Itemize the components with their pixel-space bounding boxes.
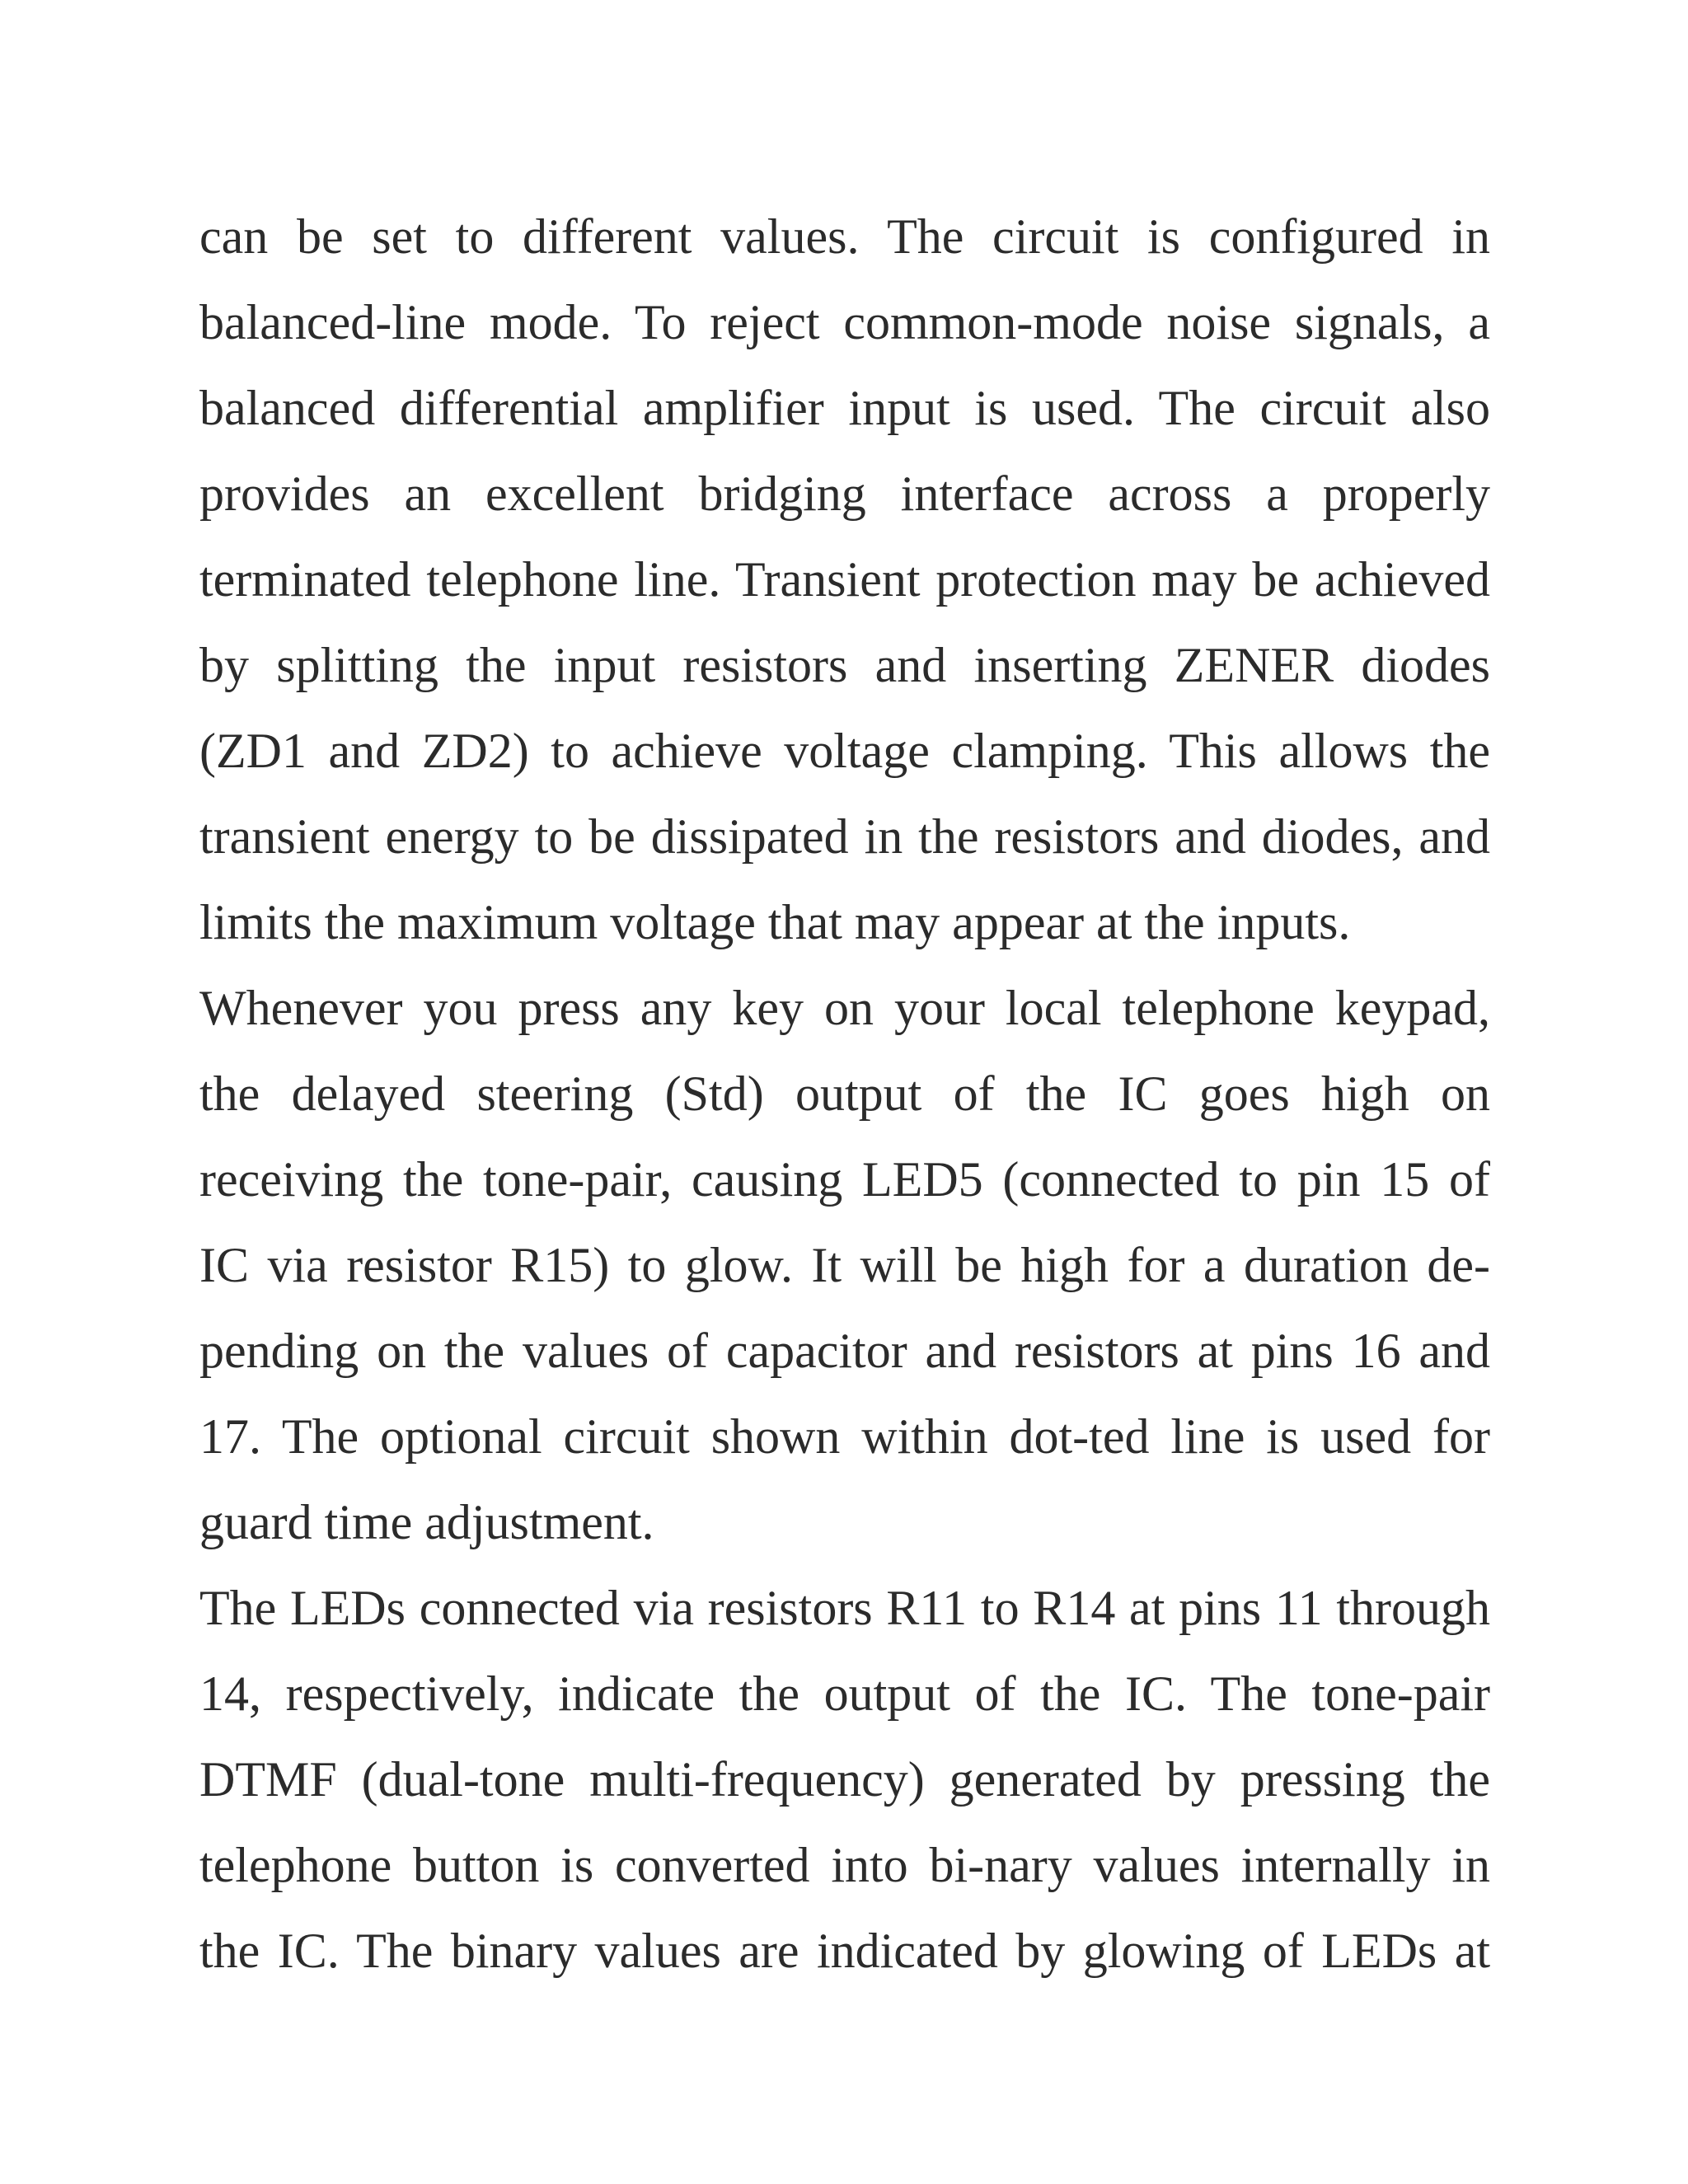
paragraph-2 [199, 965, 1490, 1565]
text-line: 17. The optional circuit shown within dot-ted line is used for [199, 1409, 1490, 1464]
text-line: balanced-line mode. To reject common-mode noise signals, a [199, 295, 1490, 349]
text-line: provides an excellent bridging interface across a properly [199, 466, 1490, 521]
text-line: receiving the tone-pair, causing LED5 (connected to pin 15 of [199, 1152, 1490, 1207]
text-line: telephone button is converted into bi-nary values internally in [199, 1838, 1490, 1892]
text-line: can be set to different values. The circuit is configured in [199, 209, 1490, 264]
body-text [199, 194, 1490, 1994]
text-line: 14, respectively, indicate the output of the IC. The tone-pair [199, 1666, 1490, 1721]
text-line: the IC. The binary values are indicated by glowing of LEDs at [199, 1924, 1490, 1978]
text-line: IC via resistor R15) to glow. It will be high for a duration de- [199, 1238, 1490, 1292]
text-line: guard time adjustment. [199, 1495, 654, 1549]
text-line: Whenever you press any key on your local telephone keypad, [199, 981, 1490, 1035]
text-line: transient energy to be dissipated in the resistors and diodes, and [199, 809, 1490, 864]
text-line: by splitting the input resistors and inserting ZENER diodes [199, 638, 1490, 692]
text-line: (ZD1 and ZD2) to achieve voltage clamping. This allows the [199, 724, 1490, 778]
paragraph-1 [199, 194, 1490, 965]
text-line: terminated telephone line. Transient protection may be achieved [199, 552, 1490, 607]
text-line: DTMF (dual-tone multi-frequency) generated by pressing the [199, 1752, 1490, 1807]
text-line: limits the maximum voltage that may appear at the inputs. [199, 895, 1351, 949]
paragraph-3 [199, 1565, 1490, 1994]
text-line: balanced differential amplifier input is used. The circuit also [199, 381, 1490, 435]
text-line: the delayed steering (Std) output of the IC goes high on [199, 1066, 1490, 1121]
text-line: The LEDs connected via resistors R11 to R14 at pins 11 through [199, 1581, 1490, 1635]
text-line: pending on the values of capacitor and resistors at pins 16 and [199, 1324, 1490, 1378]
